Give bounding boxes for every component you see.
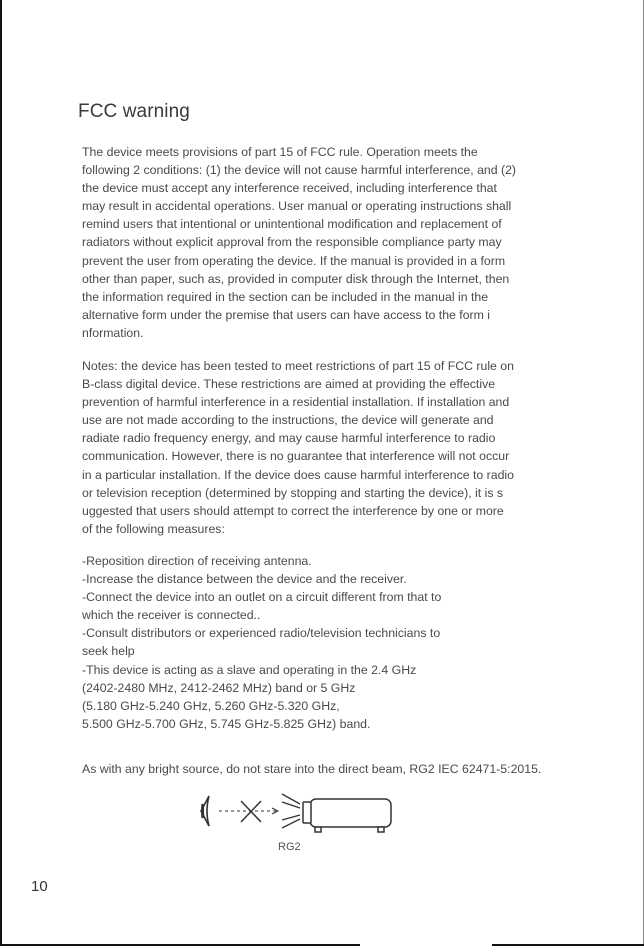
text-line: radiate radio frequency energy, and may cause harmful interference to radio [82,431,496,446]
text-line: prevention of harmful interference in a residential installation. If installation and [82,395,510,410]
measure-item: seek help [82,644,135,659]
measure-item: -Consult distributors or experienced radio/television technicians to [82,626,441,641]
rg2-label: RG2 [278,841,301,853]
text-line: the information required in the section can be included in the manual in the [82,289,489,304]
text-line: uggested that users should attempt to correct the interference by one or more [82,503,504,518]
text-line: communication. However, there is no guarantee that interference will not occur [82,449,510,464]
eye-icon [201,796,209,826]
text-line: nformation. [82,325,144,340]
text-line: of the following measures: [82,521,225,536]
measures-list [82,552,568,733]
page-number: 10 [31,878,48,895]
projector-icon [303,799,391,832]
beam-warning-text: As with any bright source, do not stare into the direct beam, RG2 IEC 62471-5:2015. [82,762,542,776]
text-line: following 2 conditions: (1) the device will not cause harmful interference, and (2) [82,163,517,178]
text-line: or television reception (determined by stopping and starting the device), it is s [82,485,504,500]
fcc-notes-paragraph [82,357,568,538]
text-line: prevent the user from operating the device. If the manual is provided in a form [82,253,506,268]
text-line: other than paper, such as, provided in computer disk through the Internet, then [82,271,510,286]
measure-item: 5.500 GHz-5.700 GHz, 5.745 GHz-5.825 GHz) band. [82,716,371,731]
page-left-border [0,0,2,946]
measure-item: (5.180 GHz-5.240 GHz, 5.260 GHz-5.320 GHz, [82,698,340,713]
text-line: may result in accidental operations. User manual or operating instructions shall [82,199,512,214]
measure-item: -Increase the distance between the device and the receiver. [82,572,407,587]
fcc-provisions-paragraph [82,143,568,342]
light-rays-icon [282,794,300,828]
text-line: Notes: the device has been tested to meet restrictions of part 15 of FCC rule on [82,359,514,373]
text-line: B-class digital device. These restrictions are aimed at providing the effective [82,377,496,392]
measure-item: -This device is acting as a slave and operating in the 2.4 GHz [82,662,417,677]
page-bottom-gap [360,942,492,946]
measure-item: -Connect the device into an outlet on a circuit different from that to [82,590,442,605]
text-line: use are not made according to the instructions, the device will generate and [82,413,494,428]
text-line: remind users that intentional or unintentional modification and replacement of [82,217,502,232]
section-title: FCC warning [78,101,190,122]
measure-item: (2402-2480 MHz, 2412-2462 MHz) band or 5 GHz [82,680,356,695]
measure-item: -Reposition direction of receiving antenna. [82,554,312,568]
text-line: The device meets provisions of part 15 of FCC rule. Operation meets the [82,145,478,159]
measure-item: which the receiver is connected.. [82,608,261,623]
text-line: radiators without explicit approval from the responsible compliance party may [82,235,502,250]
text-line: in a particular installation. If the device does cause harmful interference to radio [82,467,514,482]
text-line: the device must accept any interference received, including interference that [82,181,497,196]
text-line: alternative form under the premise that users can have access to the form i [82,307,491,322]
